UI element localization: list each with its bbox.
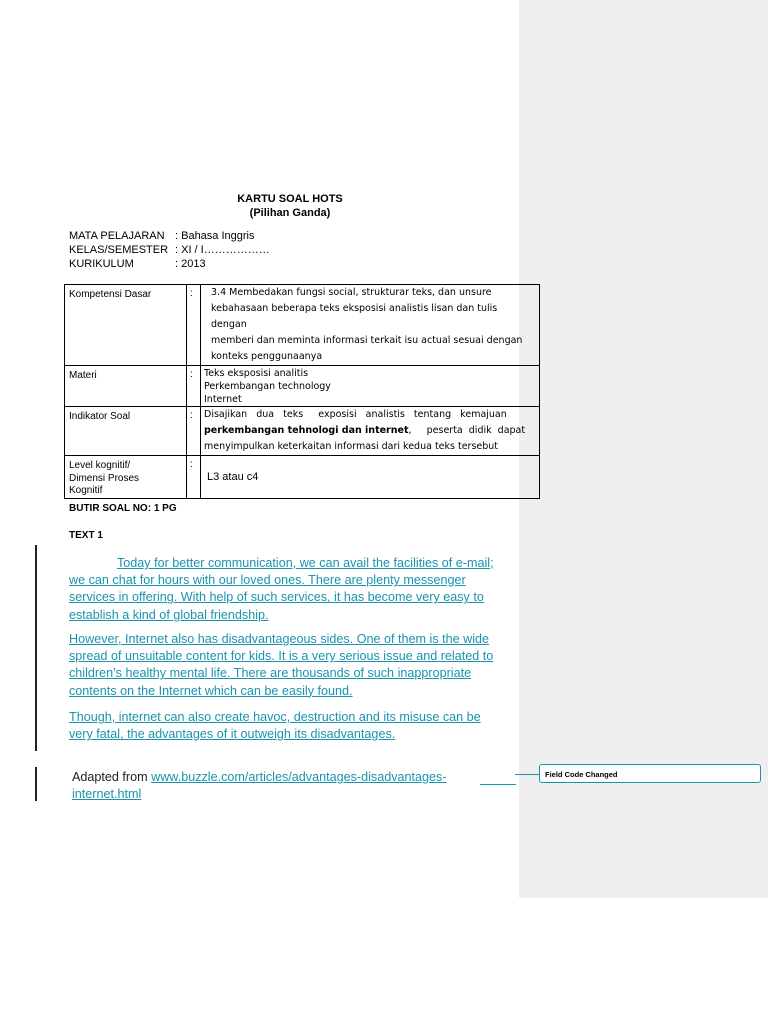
table-row-materi bbox=[65, 366, 540, 407]
text-label: TEXT 1 bbox=[69, 530, 103, 541]
meta-value: : 2013 bbox=[175, 258, 206, 270]
meta-row-class bbox=[69, 244, 270, 258]
indikator-line bbox=[204, 423, 536, 439]
kd-line: konteks penggunaanya bbox=[211, 351, 323, 362]
colon: : bbox=[190, 410, 193, 421]
meta-value: : XI / I……………… bbox=[175, 244, 270, 256]
materi-line: Internet bbox=[204, 394, 242, 405]
row-label: Kompetensi Dasar bbox=[65, 285, 187, 366]
table-row-kompetensi bbox=[65, 285, 540, 366]
colon: : bbox=[190, 459, 193, 470]
comment-connector bbox=[480, 784, 516, 785]
colon: : bbox=[190, 288, 193, 299]
row-label: Indikator Soal bbox=[65, 407, 187, 456]
paragraph-3-text: Though, internet can also create havoc, destruction and its misuse can be very fatal, the advantages of it outweigh its disadvantages. bbox=[69, 710, 481, 742]
change-bar bbox=[35, 767, 37, 801]
source-link[interactable]: www.buzzle.com/articles/advantages-disadvantages-internet.html bbox=[72, 770, 447, 801]
paragraph-2 bbox=[69, 631, 501, 700]
table-row-level bbox=[65, 456, 540, 499]
meta-row-curriculum bbox=[69, 258, 206, 272]
meta-label: KURIKULUM bbox=[69, 258, 134, 270]
page-title: KARTU SOAL HOTS bbox=[237, 193, 343, 205]
source-prefix: Adapted from bbox=[72, 770, 152, 784]
indikator-bold: perkembangan tehnologi dan internet bbox=[204, 425, 409, 436]
page-subtitle: (Pilihan Ganda) bbox=[249, 207, 331, 219]
paragraph-1 bbox=[69, 555, 501, 624]
colon: : bbox=[190, 369, 193, 380]
row-label: Materi bbox=[65, 366, 187, 407]
row-label-line: Dimensi Proses bbox=[69, 472, 140, 484]
kd-line: memberi dan meminta informasi terkait isu actual sesuai dengan bbox=[211, 335, 523, 346]
meta-label: MATA PELAJARAN bbox=[69, 230, 165, 242]
paragraph-1-text: Today for better communication, we can avail the facilities of e-mail; we can chat for hours with our loved ones. There are plenty messenger services in offering. With help of such services, it has become very easy to establish a kind of global friendship. bbox=[69, 556, 494, 622]
meta-row-subject bbox=[69, 230, 255, 244]
level-value: L3 atau c4 bbox=[201, 456, 540, 499]
comment-connector bbox=[515, 774, 539, 775]
indikator-line: menyimpulkan keterkaitan informasi dari kedua teks tersebut bbox=[204, 441, 499, 452]
kd-line: kebahasaan beberapa teks eksposisi analistis lisan dan tulis dengan bbox=[211, 303, 498, 330]
indikator-rest: , peserta didik dapat bbox=[408, 425, 526, 436]
paragraph-2-text: However, Internet also has disadvantageous sides. One of them is the wide spread of unsuitable content for kids. It is a very serious issue and related to children’s healthy mental life. There are thousands of such inappropriate contents on the Internet which can be easily found. bbox=[69, 632, 494, 698]
meta-label: KELAS/SEMESTER bbox=[69, 244, 169, 256]
paragraph-3 bbox=[69, 709, 501, 743]
indikator-line: Disajikan dua teks exposisi analistis tentang kemajuan bbox=[204, 409, 507, 420]
comment-balloon[interactable]: Field Code Changed bbox=[539, 764, 761, 783]
butir-heading: BUTIR SOAL NO: 1 PG bbox=[69, 503, 177, 514]
row-label-line: Kognitif bbox=[69, 485, 103, 496]
materi-line: Teks eksposisi analitis bbox=[204, 368, 309, 379]
meta-value: : Bahasa Inggris bbox=[175, 230, 255, 242]
materi-line: Perkembangan technology bbox=[204, 381, 331, 392]
question-card-table bbox=[64, 284, 540, 499]
row-label-line: Level kognitif/ bbox=[69, 460, 131, 471]
change-bar bbox=[35, 545, 37, 751]
source-citation bbox=[72, 769, 502, 803]
table-row-indikator bbox=[65, 407, 540, 456]
kd-line: 3.4 Membedakan fungsi social, strukturar teks, dan unsure bbox=[211, 287, 492, 298]
